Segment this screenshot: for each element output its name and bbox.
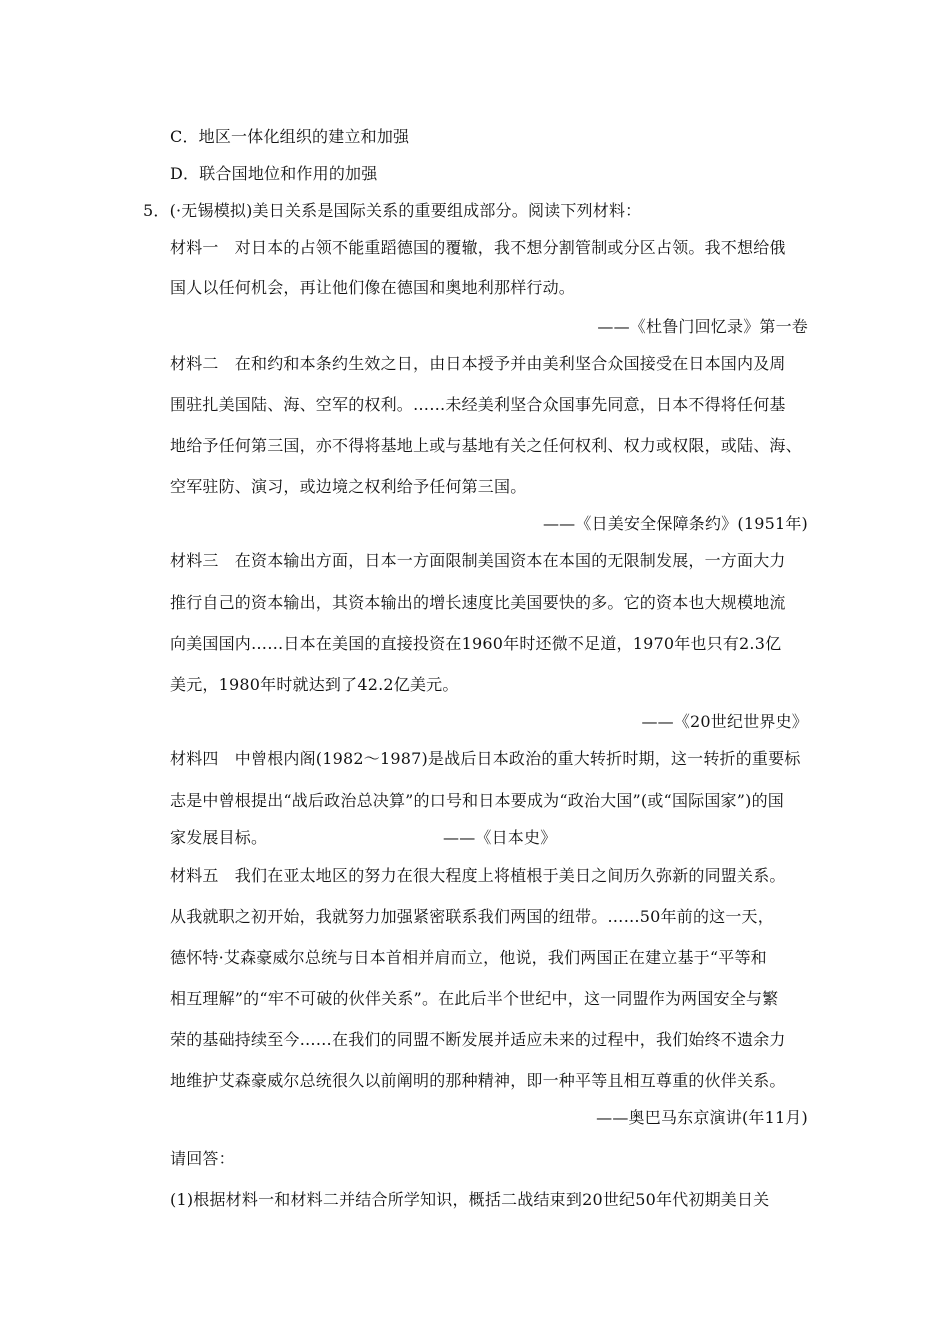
material2-line: 空军驻防、演习，或边境之权利给予任何第三国。 [170,477,527,496]
material3-line: 推行自己的资本输出，其资本输出的增长速度比美国要快的多。它的资本也大规模地流 [170,593,786,612]
material3-line: 美元，1980年时就达到了42.2亿美元。 [170,675,459,694]
option-d: D．联合国地位和作用的加强 [170,164,378,183]
material4-line: 家发展目标。 [170,828,268,847]
material2-source: ——《日美安全保障条约》(1951年) [542,514,808,533]
answer-question-1: (1)根据材料一和材料二并结合所学知识，概括二战结束到20世纪50年代初期美日关 [170,1190,770,1209]
material4-source: ——《日本史》 [443,828,557,847]
material5-source: ——奥巴马东京演讲(年11月) [596,1108,808,1127]
material4-line: 材料四 中曾根内阁(1982～1987)是战后日本政治的重大转折时期，这一转折的重要标 [170,749,801,768]
question-intro: 5．(·无锡模拟)美日关系是国际关系的重要组成部分。阅读下列材料： [143,201,642,220]
material2-line: 材料二 在和约和本条约生效之日，由日本授予并由美利坚合众国接受在日本国内及周 [170,354,786,373]
answer-prompt: 请回答： [170,1149,235,1168]
material1-source: ——《杜鲁门回忆录》第一卷 [597,317,808,336]
material4-line: 志是中曾根提出“战后政治总决算”的口号和日本要成为“政治大国”(或“国际国家”)的国 [170,791,784,810]
material3-source: ——《20世纪世界史》 [641,712,808,731]
material3-line: 材料三 在资本输出方面，日本一方面限制美国资本在本国的无限制发展，一方面大力 [170,551,786,570]
material1-line: 材料一 对日本的占领不能重蹈德国的覆辙，我不想分割管制或分区占领。我不想给俄 [170,238,786,257]
material5-line: 相互理解”的“牢不可破的伙伴关系”。在此后半个世纪中，这一同盟作为两国安全与繁 [170,989,779,1008]
material5-line: 荣的基础持续至今……在我们的同盟不断发展并适应未来的过程中，我们始终不遗余力 [170,1030,786,1049]
material5-line: 地维护艾森豪威尔总统很久以前阐明的那种精神，即一种平等且相互尊重的伙伴关系。 [170,1071,786,1090]
material2-line: 地给予任何第三国，亦不得将基地上或与基地有关之任何权利、权力或权限，或陆、海、 [170,436,802,455]
material3-line: 向美国国内……日本在美国的直接投资在1960年时还微不足道，1970年也只有2.3亿 [170,634,782,653]
material2-line: 围驻扎美国陆、海、空军的权利。……未经美利坚合众国事先同意，日本不得将任何基 [170,395,786,414]
material5-line: 德怀特·艾森豪威尔总统与日本首相并肩而立，他说，我们两国正在建立基于“平等和 [170,948,767,967]
material5-line: 材料五 我们在亚太地区的努力在很大程度上将植根于美日之间历久弥新的同盟关系。 [170,866,786,885]
option-c: C．地区一体化组织的建立和加强 [170,127,410,146]
material1-line: 国人以任何机会，再让他们像在德国和奥地利那样行动。 [170,278,576,297]
material5-line: 从我就职之初开始，我就努力加强紧密联系我们两国的纽带。……50年前的这一天， [170,907,774,926]
